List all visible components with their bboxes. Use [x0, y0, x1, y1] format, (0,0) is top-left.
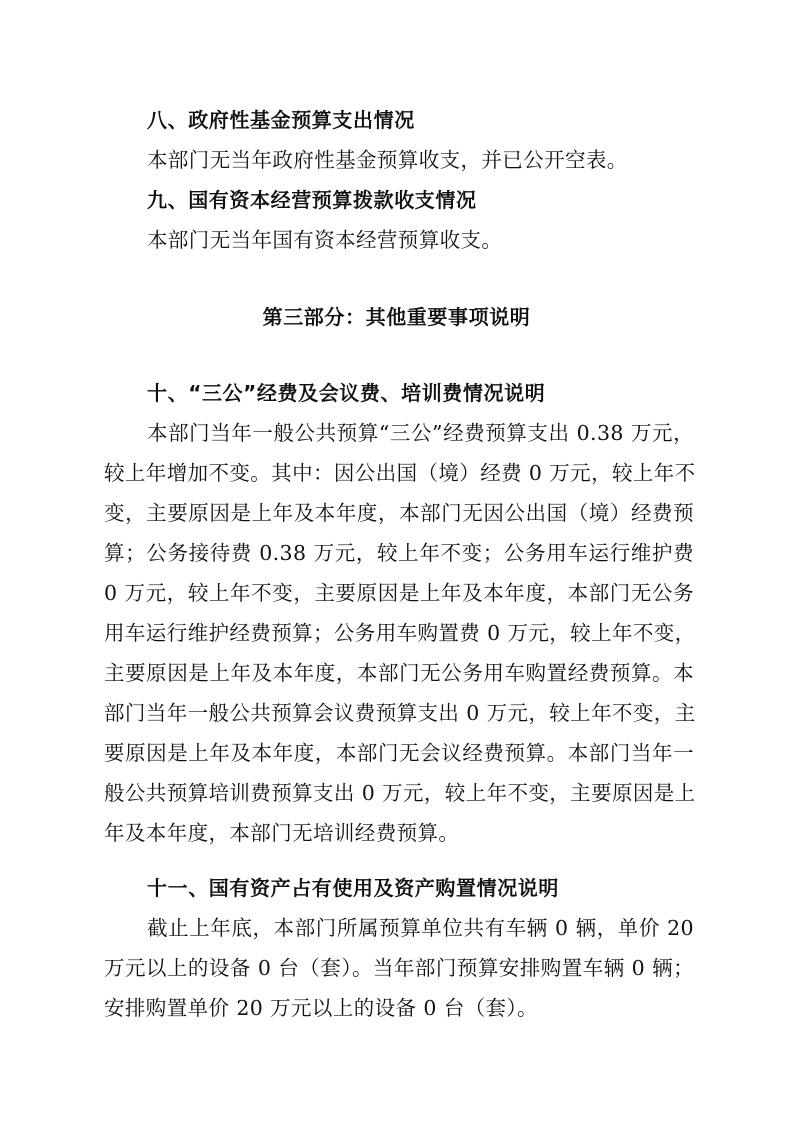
section-10-paragraph-line: 年及本年度，本部门无培训经费预算。 [104, 821, 460, 845]
section-10-paragraph-line: 0 万元，较上年不变，主要原因是上年及本年度，本部门无公务 [104, 581, 694, 605]
section-9-heading: 九、国有资本经营预算拨款收支情况 [147, 188, 477, 212]
section-10-paragraph-line: 变，主要原因是上年及本年度，本部门无因公出国（境）经费预 [104, 501, 694, 525]
section-10-paragraph-line: 算；公务接待费 0.38 万元，较上年不变；公务用车运行维护费 [104, 541, 694, 565]
section-11-heading: 十一、国有资产占有使用及资产购置情况说明 [147, 876, 559, 900]
section-11-paragraph-line: 万元以上的设备 0 台（套）。当年部门预算安排购置车辆 0 辆； [104, 956, 694, 980]
section-10-paragraph-line: 较上年增加不变。其中：因公出国（境）经费 0 万元，较上年不 [104, 461, 696, 485]
section-10-paragraph-line: 用车运行维护经费预算；公务用车购置费 0 万元，较上年不变， [104, 621, 696, 645]
section-8-heading: 八、政府性基金预算支出情况 [147, 108, 415, 132]
section-11-paragraph-line: 截止上年底，本部门所属预算单位共有车辆 0 辆，单价 20 [147, 916, 694, 940]
section-9-text: 本部门无当年国有资本经营预算收支。 [147, 228, 503, 252]
section-8-text: 本部门无当年政府性基金预算收支，并已公开空表。 [147, 148, 628, 172]
part-3-title: 第三部分：其他重要事项说明 [262, 305, 531, 329]
section-10-paragraph-line: 要原因是上年及本年度，本部门无会议经费预算。本部门当年一 [104, 741, 694, 765]
section-10-heading: 十、“三公”经费及会议费、培训费情况说明 [147, 381, 546, 405]
section-10-paragraph-line: 主要原因是上年及本年度，本部门无公务用车购置经费预算。本 [104, 661, 694, 685]
section-10-paragraph-line: 般公共预算培训费预算支出 0 万元，较上年不变，主要原因是上 [104, 781, 696, 805]
section-10-paragraph-line: 本部门当年一般公共预算“三公”经费预算支出 0.38 万元， [147, 421, 694, 445]
section-11-paragraph-line: 安排购置单价 20 万元以上的设备 0 台（套）。 [104, 996, 538, 1020]
section-10-paragraph-line: 部门当年一般公共预算会议费预算支出 0 万元，较上年不变，主 [104, 701, 696, 725]
